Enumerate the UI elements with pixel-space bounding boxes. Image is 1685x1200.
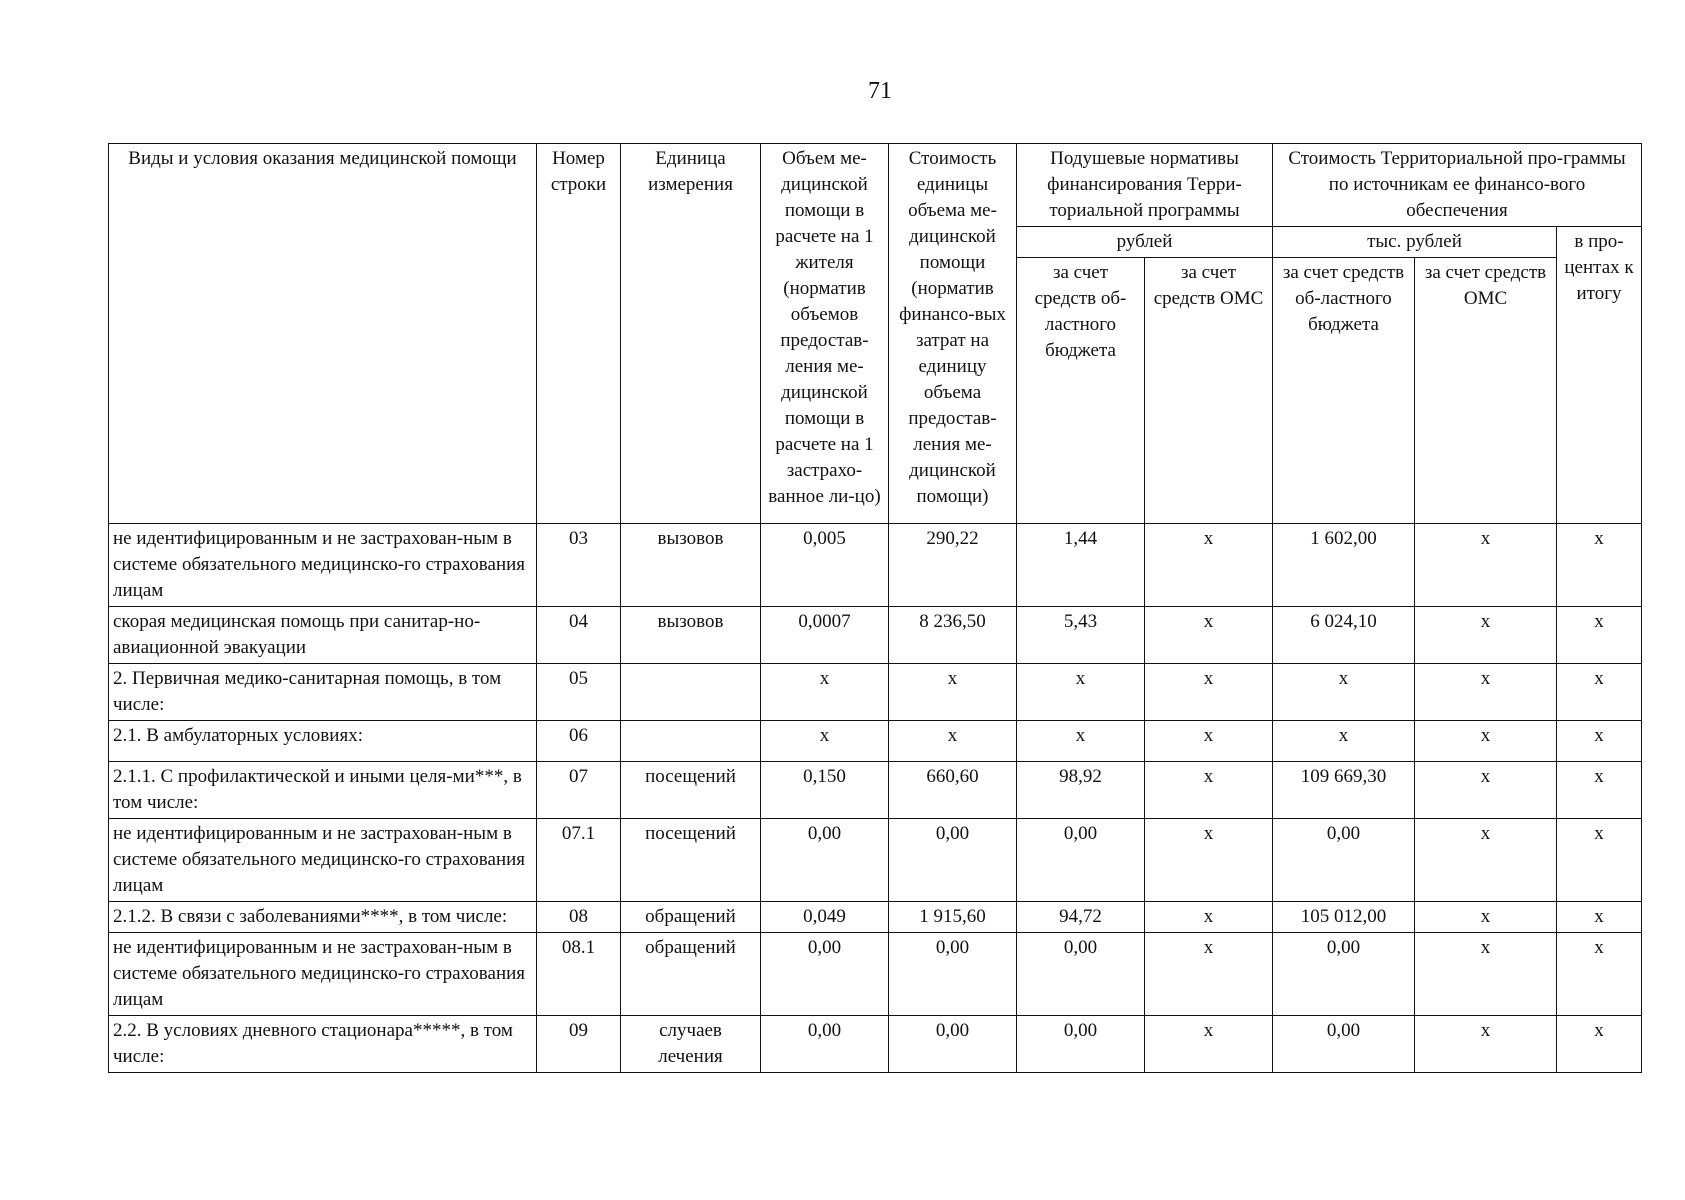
row-percent: х: [1557, 524, 1642, 607]
table-row: [109, 902, 1642, 933]
row-cost: 0,00: [889, 1016, 1017, 1073]
header-cost: Стоимость единицы объема ме-дицинской помощи (норматив финансо-вых затрат на единицу объема предостав-ления ме-дицинской помощи): [889, 144, 1017, 524]
header-regional-budget: за счет средств об-ластного бюджета: [1017, 258, 1145, 524]
row-number: 07: [537, 762, 621, 819]
table-row: [109, 933, 1642, 1016]
table-row: [109, 664, 1642, 721]
row-unit: вызовов: [621, 524, 761, 607]
row-number: 03: [537, 524, 621, 607]
row-volume: 0,049: [761, 902, 889, 933]
financing-table: [108, 143, 1642, 1073]
header-percent: в про-центах к итогу: [1557, 227, 1642, 524]
row-cost: 1 915,60: [889, 902, 1017, 933]
row-number: 07.1: [537, 819, 621, 902]
row-name: 2.1.1. С профилактической и иными целя-ми***, в том числе:: [109, 762, 537, 819]
row-percent: х: [1557, 902, 1642, 933]
row-pc-budget: 5,43: [1017, 607, 1145, 664]
header-thousand-rubles: тыс. рублей: [1273, 227, 1557, 258]
row-tc-oms: х: [1415, 524, 1557, 607]
header-unit: Единица измерения: [621, 144, 761, 524]
row-number: 06: [537, 721, 621, 762]
row-tc-budget: х: [1273, 721, 1415, 762]
row-number: 08: [537, 902, 621, 933]
row-tc-budget: 6 024,10: [1273, 607, 1415, 664]
header-per-capita: Подушевые нормативы финансирования Терри-ториальной программы: [1017, 144, 1273, 227]
table-row: [109, 607, 1642, 664]
row-percent: х: [1557, 933, 1642, 1016]
row-name: не идентифицированным и не застрахован-ным в системе обязательного медицинско-го страхования лицам: [109, 524, 537, 607]
header-rubles: рублей: [1017, 227, 1273, 258]
header-regional-budget-2: за счет средств об-ластного бюджета: [1273, 258, 1415, 524]
row-pc-budget: 0,00: [1017, 1016, 1145, 1073]
row-number: 05: [537, 664, 621, 721]
row-name: скорая медицинская помощь при санитар-но-авиационной эвакуации: [109, 607, 537, 664]
header-types: Виды и условия оказания медицинской помощи: [109, 144, 537, 524]
row-percent: х: [1557, 762, 1642, 819]
table-row: [109, 819, 1642, 902]
row-volume: х: [761, 721, 889, 762]
row-unit: посещений: [621, 819, 761, 902]
row-pc-oms: х: [1145, 664, 1273, 721]
row-volume: 0,0007: [761, 607, 889, 664]
row-unit: вызовов: [621, 607, 761, 664]
row-unit: посещений: [621, 762, 761, 819]
row-pc-budget: х: [1017, 664, 1145, 721]
row-volume: 0,00: [761, 819, 889, 902]
row-unit: [621, 664, 761, 721]
table-row: [109, 762, 1642, 819]
row-number: 08.1: [537, 933, 621, 1016]
row-tc-oms: х: [1415, 902, 1557, 933]
row-pc-oms: х: [1145, 902, 1273, 933]
row-tc-budget: х: [1273, 664, 1415, 721]
row-cost: 8 236,50: [889, 607, 1017, 664]
row-tc-oms: х: [1415, 819, 1557, 902]
row-tc-budget: 0,00: [1273, 933, 1415, 1016]
header-oms: за счет средств ОМС: [1145, 258, 1273, 524]
row-tc-budget: 0,00: [1273, 1016, 1415, 1073]
row-cost: 0,00: [889, 819, 1017, 902]
row-number: 09: [537, 1016, 621, 1073]
row-pc-oms: х: [1145, 607, 1273, 664]
row-unit: обращений: [621, 933, 761, 1016]
row-pc-oms: х: [1145, 933, 1273, 1016]
row-unit: обращений: [621, 902, 761, 933]
row-percent: х: [1557, 1016, 1642, 1073]
row-tc-budget: 1 602,00: [1273, 524, 1415, 607]
table-row: [109, 524, 1642, 607]
row-pc-oms: х: [1145, 721, 1273, 762]
row-tc-oms: х: [1415, 1016, 1557, 1073]
row-tc-oms: х: [1415, 762, 1557, 819]
row-pc-budget: х: [1017, 721, 1145, 762]
row-unit: случаев лечения: [621, 1016, 761, 1073]
page-number: 71: [868, 78, 892, 104]
row-volume: 0,150: [761, 762, 889, 819]
table-row: [109, 1016, 1642, 1073]
row-tc-oms: х: [1415, 933, 1557, 1016]
row-number: 04: [537, 607, 621, 664]
row-cost: х: [889, 721, 1017, 762]
row-name: 2.1. В амбулаторных условиях:: [109, 721, 537, 762]
row-name: 2. Первичная медико-санитарная помощь, в том числе:: [109, 664, 537, 721]
row-name: 2.1.2. В связи с заболеваниями****, в том числе:: [109, 902, 537, 933]
header-row-number: Номер строки: [537, 144, 621, 524]
row-cost: 290,22: [889, 524, 1017, 607]
row-pc-budget: 1,44: [1017, 524, 1145, 607]
row-volume: 0,00: [761, 933, 889, 1016]
row-volume: 0,005: [761, 524, 889, 607]
row-name: 2.2. В условиях дневного стационара*****, в том числе:: [109, 1016, 537, 1073]
row-pc-budget: 0,00: [1017, 819, 1145, 902]
row-unit: [621, 721, 761, 762]
row-tc-oms: х: [1415, 607, 1557, 664]
row-cost: 660,60: [889, 762, 1017, 819]
header-volume: Объем ме-дицинской помощи в расчете на 1 жителя (норматив объемов предостав-ления ме-дицинской помощи в расчете на 1 застрахо-ванное ли-цо): [761, 144, 889, 524]
row-cost: х: [889, 664, 1017, 721]
row-cost: 0,00: [889, 933, 1017, 1016]
table-row: [109, 721, 1642, 762]
row-volume: х: [761, 664, 889, 721]
header-row-1: [109, 144, 1642, 227]
header-program-cost: Стоимость Территориальной про-граммы по источникам ее финансо-вого обеспечения: [1273, 144, 1642, 227]
row-percent: х: [1557, 721, 1642, 762]
header-oms-2: за счет средств ОМС: [1415, 258, 1557, 524]
row-pc-oms: х: [1145, 1016, 1273, 1073]
row-pc-oms: х: [1145, 762, 1273, 819]
row-pc-oms: х: [1145, 524, 1273, 607]
row-percent: х: [1557, 664, 1642, 721]
row-tc-oms: х: [1415, 664, 1557, 721]
row-tc-oms: х: [1415, 721, 1557, 762]
row-name: не идентифицированным и не застрахован-ным в системе обязательного медицинско-го страхования лицам: [109, 933, 537, 1016]
row-pc-budget: 0,00: [1017, 933, 1145, 1016]
row-percent: х: [1557, 607, 1642, 664]
row-volume: 0,00: [761, 1016, 889, 1073]
row-tc-budget: 105 012,00: [1273, 902, 1415, 933]
row-name: не идентифицированным и не застрахован-ным в системе обязательного медицинско-го страхования лицам: [109, 819, 537, 902]
row-pc-budget: 94,72: [1017, 902, 1145, 933]
row-tc-budget: 0,00: [1273, 819, 1415, 902]
row-tc-budget: 109 669,30: [1273, 762, 1415, 819]
row-percent: х: [1557, 819, 1642, 902]
row-pc-oms: х: [1145, 819, 1273, 902]
row-pc-budget: 98,92: [1017, 762, 1145, 819]
